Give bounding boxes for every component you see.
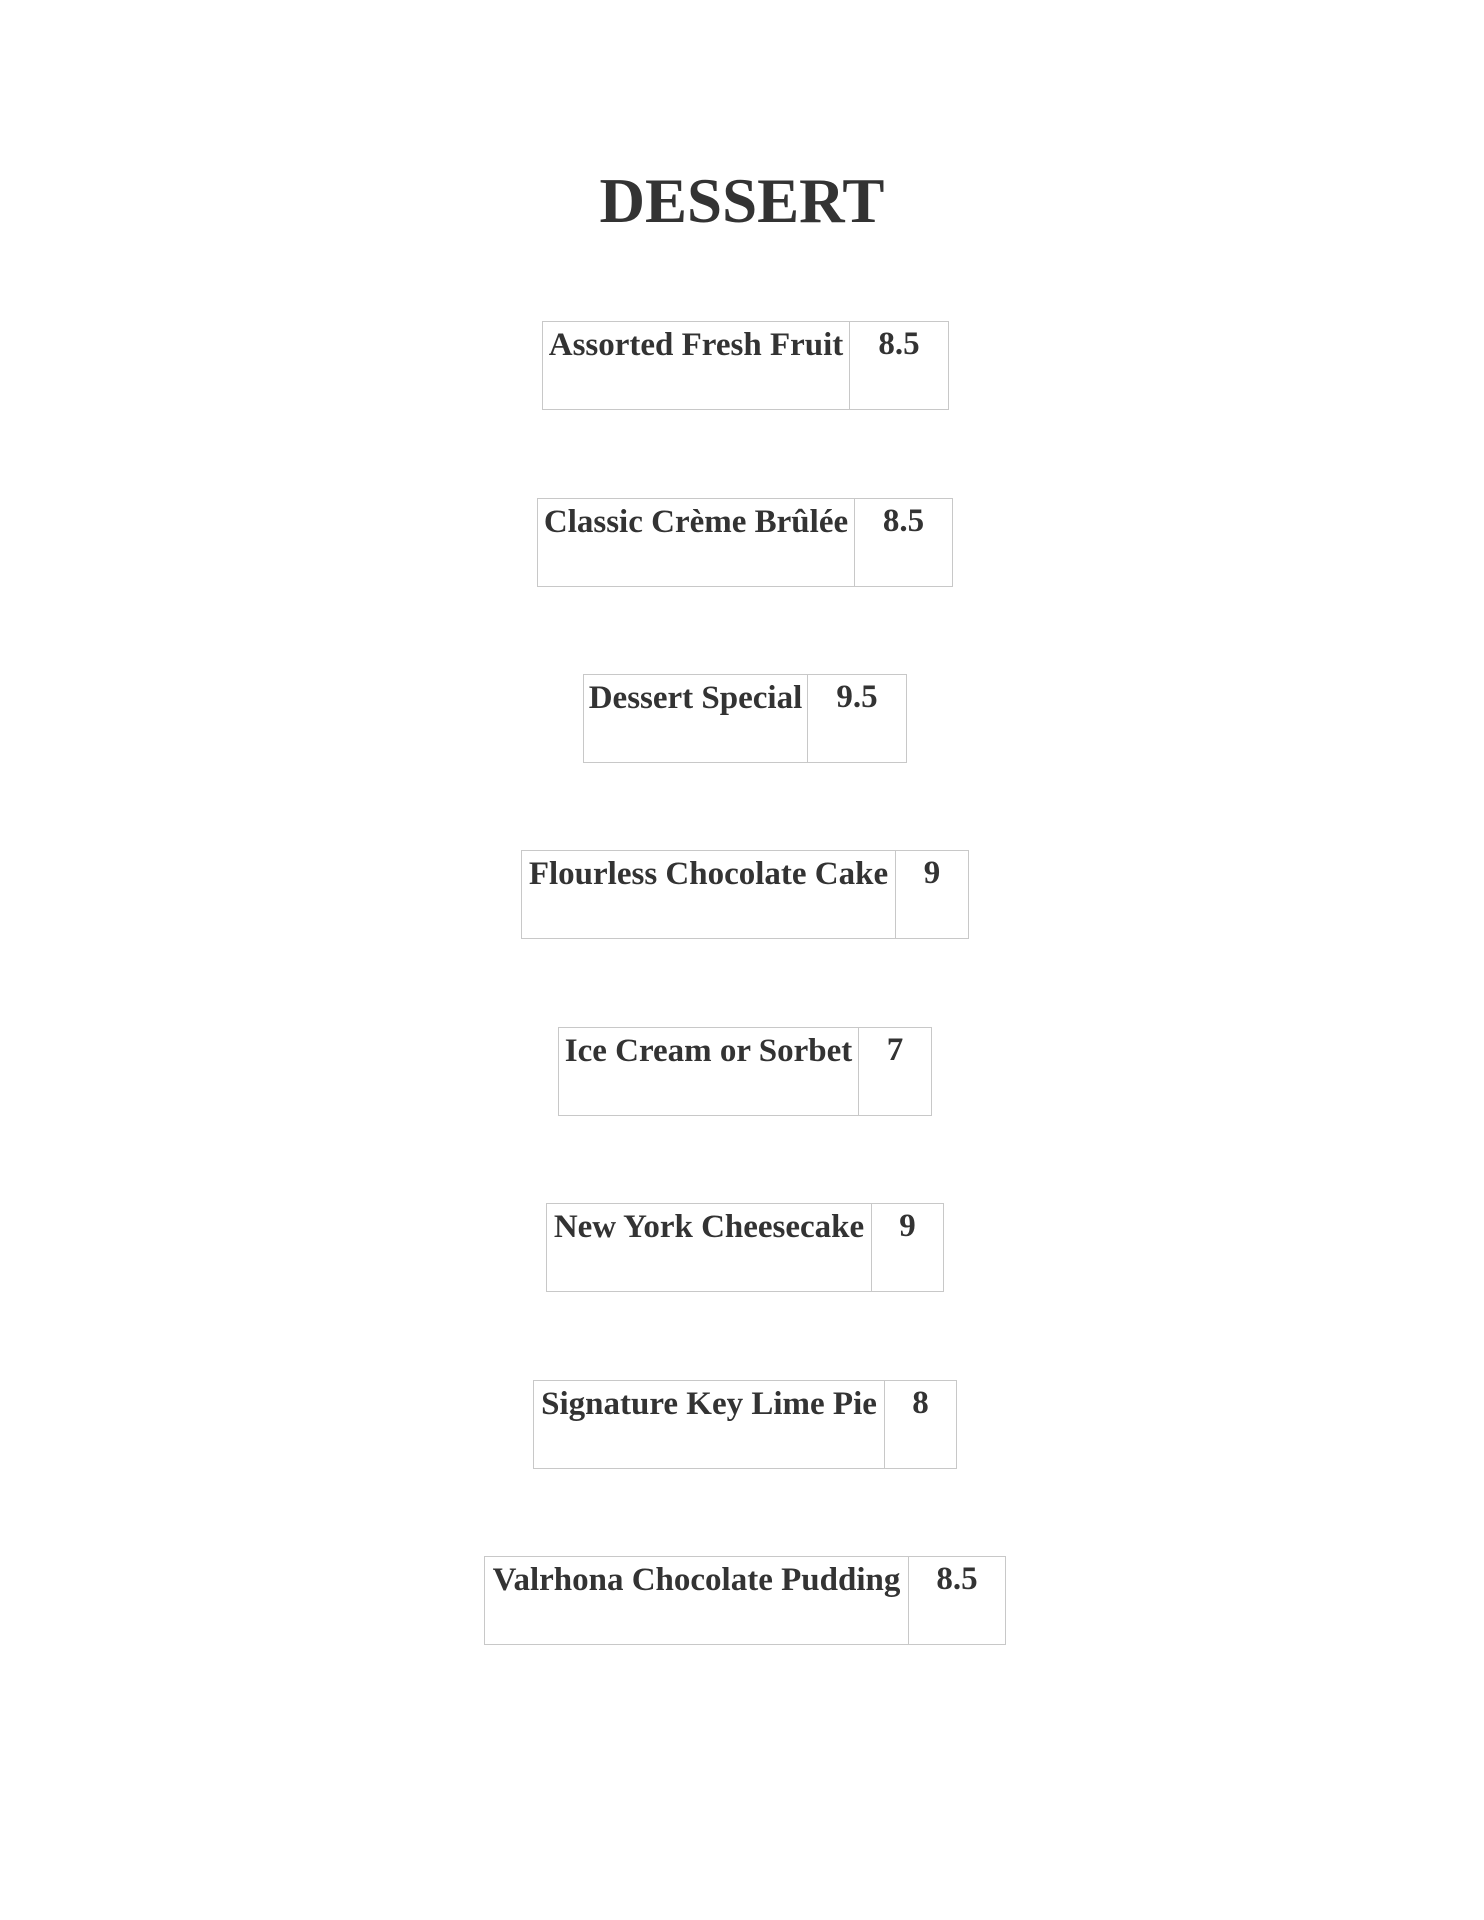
menu-item [521, 850, 969, 939]
menu-item [533, 1380, 957, 1469]
menu-item-price: 8.5 [936, 1561, 978, 1597]
menu-item-price: 9.5 [836, 679, 878, 715]
menu-item-name: Flourless Chocolate Cake [522, 851, 896, 938]
page-title: DESSERT [599, 166, 885, 236]
menu-item-price: 8.5 [882, 503, 925, 539]
menu-item [546, 1203, 944, 1292]
menu-item-price: 7 [886, 1032, 904, 1068]
menu-item-name: Assorted Fresh Fruit [543, 322, 850, 409]
menu-item-name: Ice Cream or Sorbet [559, 1028, 859, 1115]
menu-item-price: 9 [923, 855, 941, 891]
menu-item-price: 8.5 [878, 326, 920, 362]
menu-item-price: 8 [912, 1385, 929, 1421]
menu-item [537, 498, 953, 587]
menu-item-name: Signature Key Lime Pie [534, 1381, 885, 1468]
menu-item [484, 1556, 1006, 1645]
menu-item-name: Classic Crème Brûlée [538, 499, 855, 586]
menu-item [558, 1027, 932, 1116]
menu-item-name: Valrhona Chocolate Pudding [485, 1557, 909, 1644]
menu-item [583, 674, 907, 763]
menu-item-name: Dessert Special [584, 675, 808, 762]
menu-item-price: 9 [899, 1208, 916, 1244]
menu-item-name: New York Cheesecake [547, 1204, 872, 1291]
menu-item [542, 321, 949, 410]
